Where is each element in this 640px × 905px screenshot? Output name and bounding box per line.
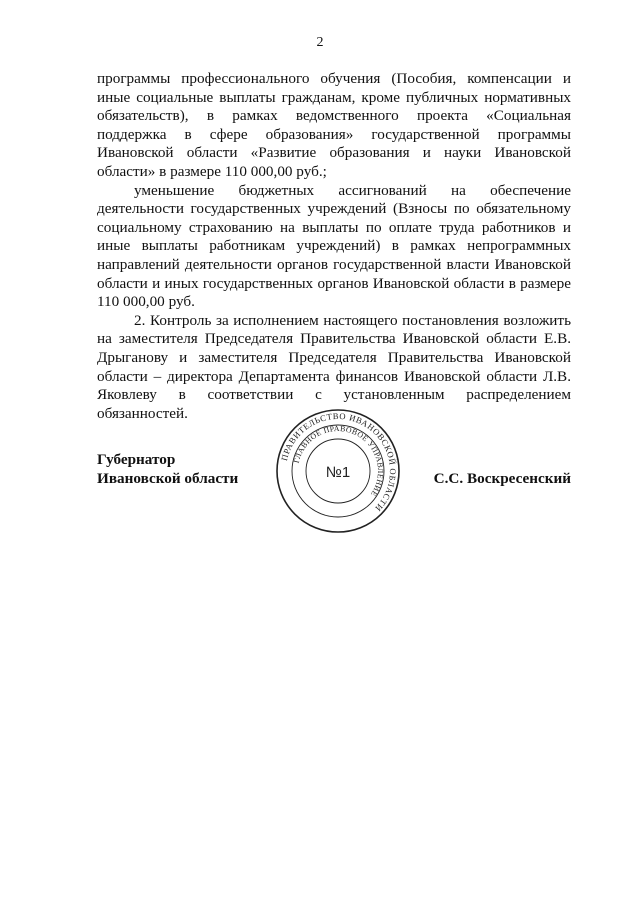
signatory-region: Ивановской области (97, 470, 239, 487)
signatory-position (97, 450, 238, 488)
paragraph-control-clause: 2. Контроль за исполнением настоящего постановления возложить на заместителя Председателя Правительства Ивановской области Е.В. Дрыганову и заместителя Председателя Правительства Ивановской области – директора Департамента финансов Ивановской области Л.В. Яковлеву в соответствии с установленным распределением обязанностей. (97, 311, 571, 422)
paragraph-budget-reduction: уменьшение бюджетных ассигнований на обеспечение деятельности государственных учреждений (Взносы по обязательному социальному страхованию на выплаты по оплате труда работников и иные выплаты работникам учреждений) в рамках непрограммных направлений деятельности органов государственной власти Ивановской области и иных государственных органов Ивановской области в размере 110 000,00 руб. (97, 181, 571, 311)
stamp-graphic (275, 408, 401, 534)
stamp-inner-text: ГЛАВНОЕ ПРАВОВОЕ УПРАВЛЕНИЕ (291, 423, 386, 499)
signatory-name: С.С. Воскресенский (433, 470, 571, 487)
official-stamp (275, 408, 401, 534)
document-body (97, 70, 571, 423)
signatory-title: Губернатор (97, 451, 176, 468)
paragraph-continuation: программы профессионального обучения (Пособия, компенсации и иные социальные выплаты гражданам, кроме публичных нормативных обязательств), в рамках ведомственного проекта «Социальная поддержка в сфере образования» государственной программы Ивановской области «Развитие образования и науки Ивановской области» в размере 110 000,00 руб.; (97, 70, 571, 180)
page-number: 2 (316, 35, 324, 50)
stamp-outer-text: ПРАВИТЕЛЬСТВО ИВАНОВСКОЙ ОБЛАСТИ (279, 410, 399, 514)
stamp-number: №1 (325, 464, 351, 481)
